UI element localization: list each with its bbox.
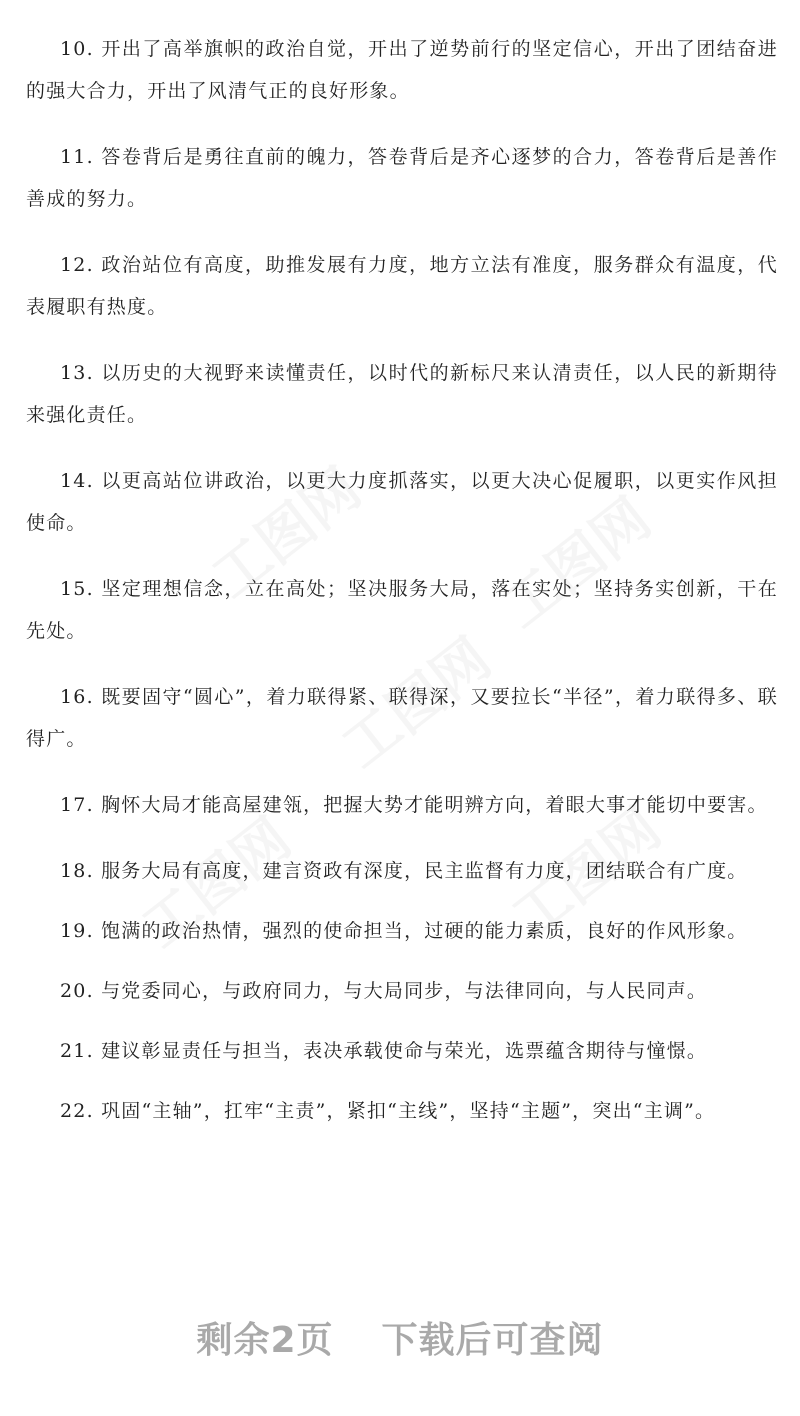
item-text: 既要固守“圆心”，着力联得紧、联得深，又要拉长“半径”，着力联得多、联得广。: [26, 686, 778, 750]
list-item: [26, 136, 778, 220]
list-item: [26, 1030, 778, 1072]
item-number: 14.: [60, 470, 94, 492]
item-text: 以历史的大视野来读懂责任，以时代的新标尺来认清责任，以人民的新期待来强化责任。: [26, 362, 778, 426]
item-text: 以更高站位讲政治，以更大力度抓落实，以更大决心促履职，以更实作风担使命。: [26, 470, 778, 534]
remaining-pages-label: 剩余2页: [196, 1320, 334, 1361]
item-text: 胸怀大局才能高屋建瓴，把握大势才能明辨方向，着眼大事才能切中要害。: [101, 794, 768, 816]
item-text: 饱满的政治热情，强烈的使命担当，过硬的能力素质，良好的作风形象。: [101, 920, 748, 942]
list-item: [26, 970, 778, 1012]
watermark: 工图网: [130, 806, 303, 961]
item-number: 16.: [60, 686, 94, 708]
slogan-list: [26, 28, 778, 1156]
watermark: 工图网: [500, 796, 673, 951]
item-number: 12.: [60, 254, 94, 276]
list-item: [26, 910, 778, 952]
list-item: [26, 850, 778, 892]
item-number: 19.: [60, 920, 94, 942]
item-text: 开出了高举旗帜的政治自觉，开出了逆势前行的坚定信心，开出了团结奋进的强大合力，开出了风清气正的良好形象。: [26, 38, 778, 102]
item-number: 17.: [60, 794, 94, 816]
watermark: 工图网: [330, 626, 503, 781]
list-item: [26, 352, 778, 436]
watermark: 工图网: [200, 456, 373, 611]
list-item: [26, 1090, 778, 1132]
item-number: 22.: [60, 1100, 94, 1122]
download-to-view-label: 下载后可查阅: [381, 1320, 604, 1361]
list-item: [26, 28, 778, 112]
item-text: 巩固“主轴”，扛牢“主责”，紧扣“主线”，坚持“主题”，突出“主调”。: [101, 1100, 716, 1122]
item-text: 建议彰显责任与担当，表决承载使命与荣光，选票蕴含期待与憧憬。: [101, 1040, 708, 1062]
item-number: 13.: [60, 362, 94, 384]
item-text: 与党委同心，与政府同力，与大局同步，与法律同向，与人民同声。: [101, 980, 708, 1002]
watermark: 工图网: [490, 486, 663, 641]
list-item: [26, 244, 778, 328]
item-number: 21.: [60, 1040, 94, 1062]
item-number: 11.: [60, 146, 94, 168]
item-number: 10.: [60, 38, 94, 60]
item-number: 15.: [60, 578, 94, 600]
list-item: [26, 676, 778, 760]
item-text: 坚定理想信念，立在高处；坚决服务大局，落在实处；坚持务实创新，干在先处。: [26, 578, 778, 642]
list-item: [26, 568, 778, 652]
item-number: 20.: [60, 980, 94, 1002]
list-item: [26, 460, 778, 544]
download-prompt: [0, 1312, 800, 1363]
item-number: 18.: [60, 860, 94, 882]
item-text: 政治站位有高度，助推发展有力度，地方立法有准度，服务群众有温度，代表履职有热度。: [26, 254, 778, 318]
list-item: [26, 784, 778, 826]
item-text: 答卷背后是勇往直前的魄力，答卷背后是齐心逐梦的合力，答卷背后是善作善成的努力。: [26, 146, 778, 210]
item-text: 服务大局有高度，建言资政有深度，民主监督有力度，团结联合有广度。: [101, 860, 748, 882]
